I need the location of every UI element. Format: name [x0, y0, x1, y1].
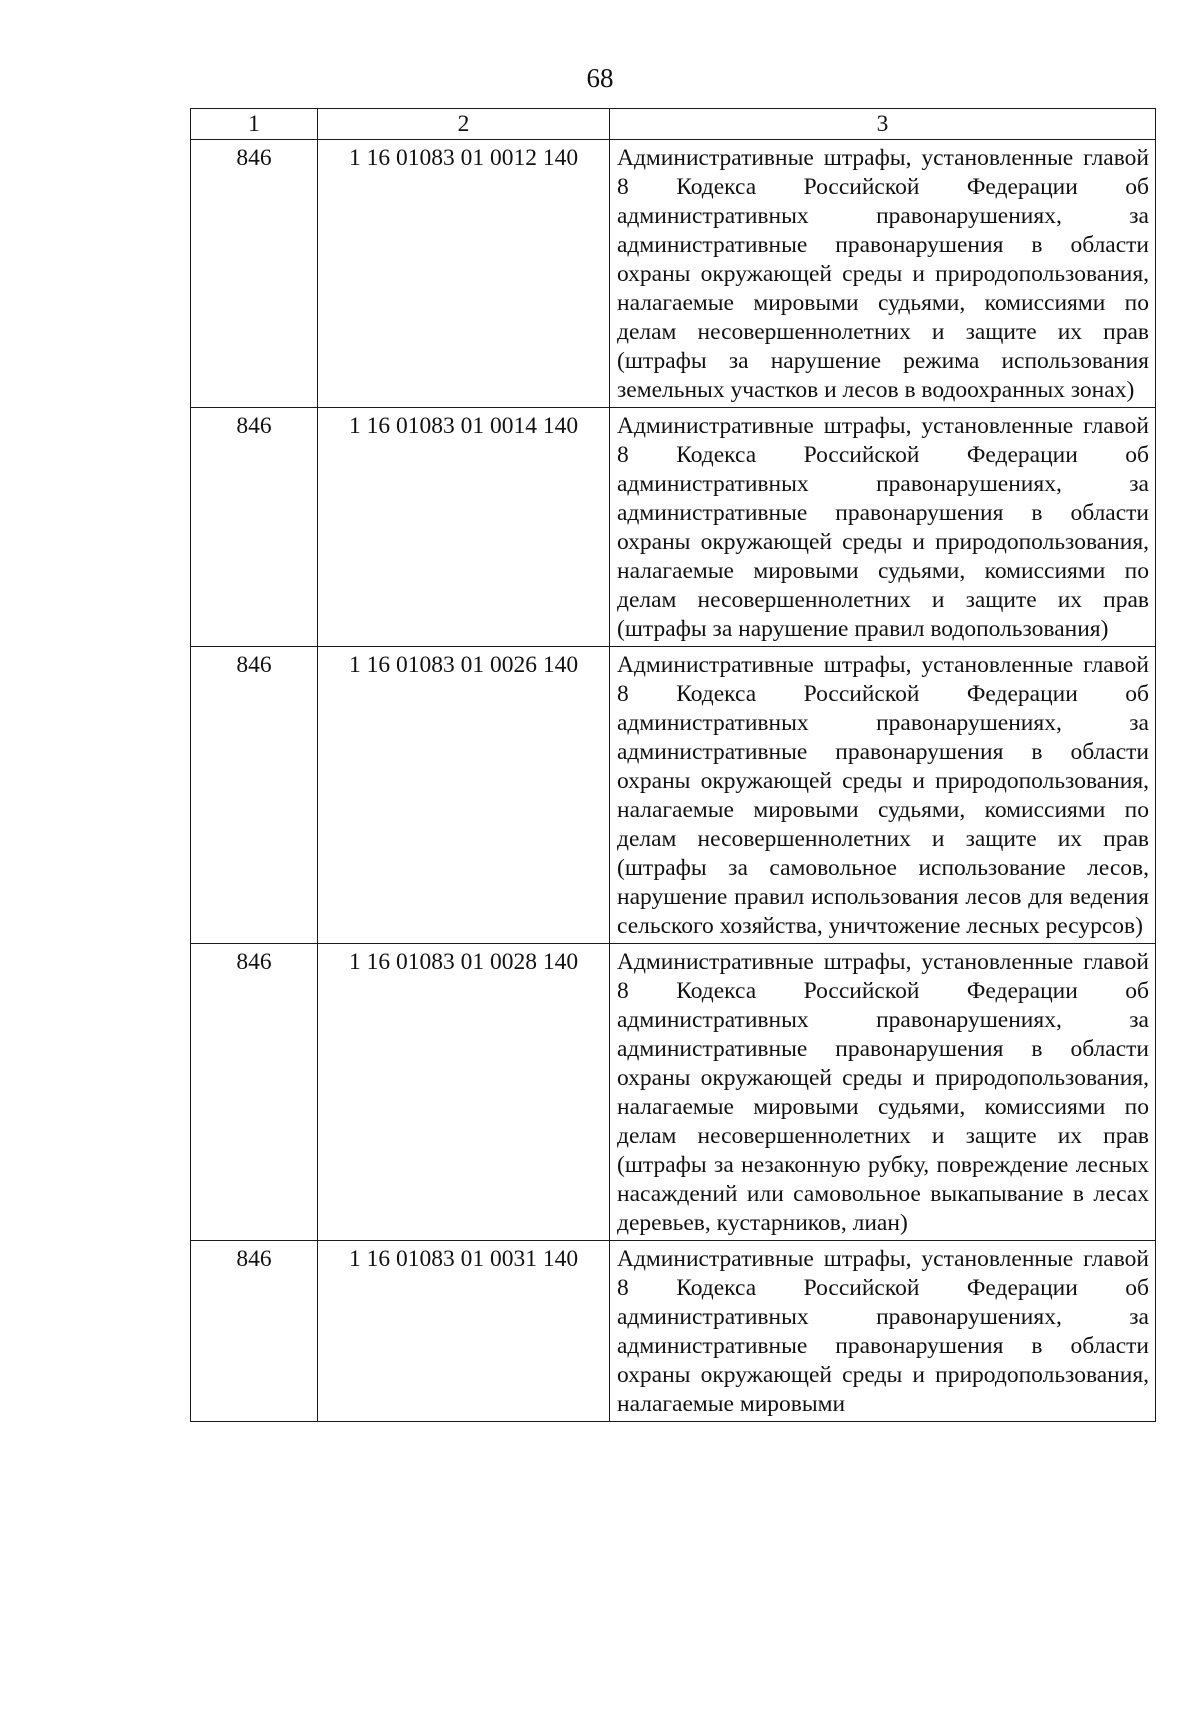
- description-cell: Административные штрафы, установленные главой 8 Кодекса Российской Федерации об административных правонарушениях, за административные правонарушения в области охраны окружающей среды и природопользования, налагаемые мировыми судьями, комиссиями по делам несовершеннолетних и защите их прав (штрафы за незаконную рубку, повреждение лесных насаждений или самовольное выкапывание в лесах деревьев, кустарников, лиан): [610, 944, 1156, 1241]
- budget-code-cell: 1 16 01083 01 0028 140: [318, 944, 610, 1241]
- administrator-code-cell: 846: [191, 140, 318, 408]
- description-cell: Административные штрафы, установленные главой 8 Кодекса Российской Федерации об административных правонарушениях, за административные правонарушения в области охраны окружающей среды и природопользования, налагаемые мировыми судьями, комиссиями по делам несовершеннолетних и защите их прав (штрафы за самовольное использование лесов, нарушение правил использования лесов для ведения сельского хозяйства, уничтожение лесных ресурсов): [610, 647, 1156, 944]
- table-row: [191, 408, 1156, 647]
- table-row: [191, 647, 1156, 944]
- administrator-code-cell: 846: [191, 647, 318, 944]
- column-header-1: 1: [191, 109, 318, 140]
- description-cell: Административные штрафы, установленные главой 8 Кодекса Российской Федерации об административных правонарушениях, за административные правонарушения в области охраны окружающей среды и природопользования, налагаемые мировыми судьями, комиссиями по делам несовершеннолетних и защите их прав (штрафы за нарушение режима использования земельных участков и лесов в водоохранных зонах): [610, 140, 1156, 408]
- page-number: 68: [586, 63, 614, 93]
- budget-code-cell: 1 16 01083 01 0026 140: [318, 647, 610, 944]
- column-header-2: 2: [318, 109, 610, 140]
- budget-code-cell: 1 16 01083 01 0012 140: [318, 140, 610, 408]
- table-row: [191, 140, 1156, 408]
- administrator-code-cell: 846: [191, 944, 318, 1241]
- table-row: [191, 944, 1156, 1241]
- administrator-code-cell: 846: [191, 1241, 318, 1422]
- table-header-row: [191, 109, 1156, 140]
- description-cell: Административные штрафы, установленные главой 8 Кодекса Российской Федерации об административных правонарушениях, за административные правонарушения в области охраны окружающей среды и природопользования, налагаемые мировыми судьями, комиссиями по делам несовершеннолетних и защите их прав (штрафы за нарушение правил водопользования): [610, 408, 1156, 647]
- column-header-3: 3: [610, 109, 1156, 140]
- table-row: [191, 1241, 1156, 1422]
- administrator-code-cell: 846: [191, 408, 318, 647]
- codes-table: [190, 108, 1156, 1422]
- budget-code-cell: 1 16 01083 01 0031 140: [318, 1241, 610, 1422]
- description-cell: Административные штрафы, установленные главой 8 Кодекса Российской Федерации об административных правонарушениях, за административные правонарушения в области охраны окружающей среды и природопользования, налагаемые мировыми: [610, 1241, 1156, 1422]
- budget-code-cell: 1 16 01083 01 0014 140: [318, 408, 610, 647]
